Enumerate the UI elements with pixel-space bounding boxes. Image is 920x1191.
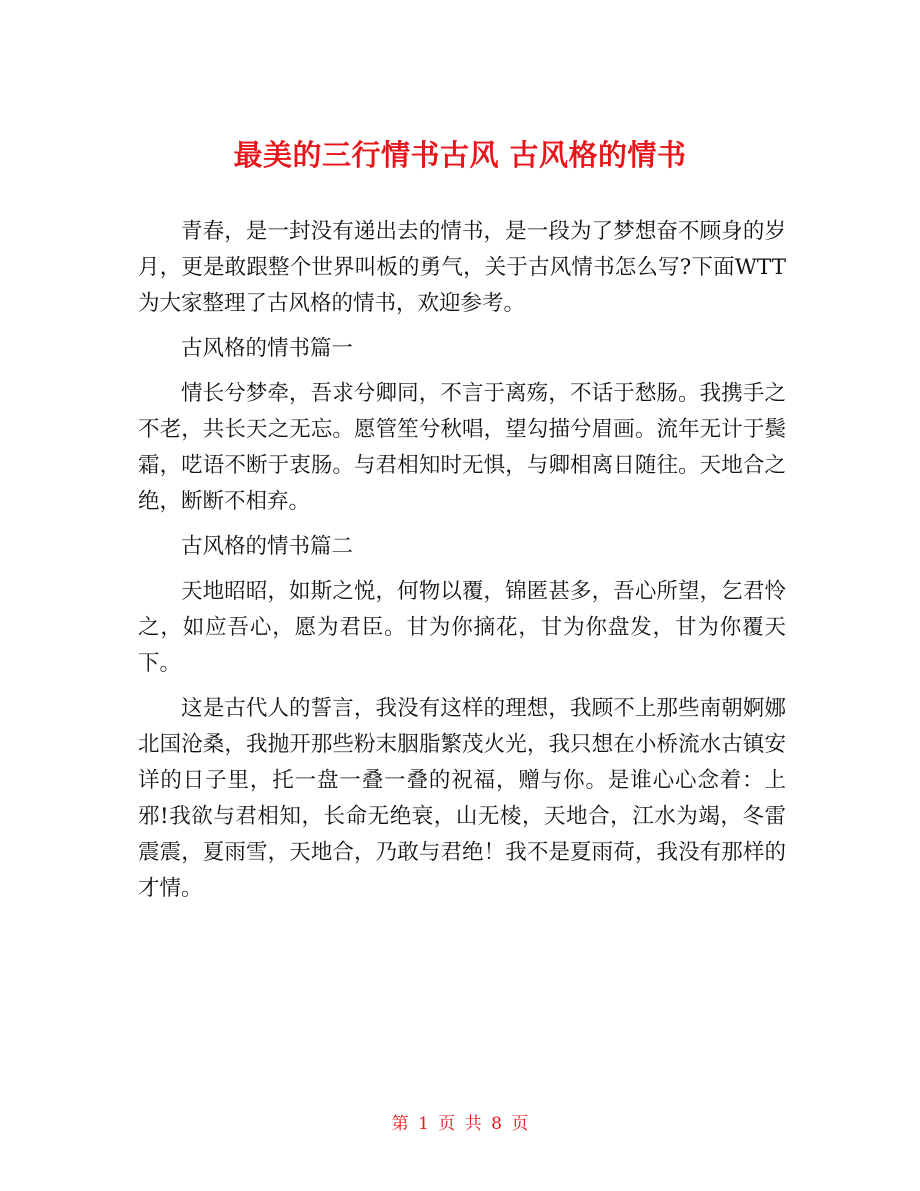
love-letter-two: 天地昭昭，如斯之悦，何物以覆，锦匿甚多，吾心所望，乞君怜之，如应吾心，愿为君臣。甘为你摘花，甘为你盘发，甘为你覆天下。 xyxy=(138,579,786,676)
love-letter-one: 情长兮梦牵，吾求兮卿同，不言于离殇，不话于愁肠。我携手之不老，共长天之无忘。愿管笙兮秋唱，望勾描兮眉画。流年无计于鬓霜，呓语不断于衷肠。与君相知时无惧，与卿相离日随往。天地合之绝，断断不相弃。 xyxy=(138,381,786,514)
closing-paragraph: 这是古代人的誓言，我没有这样的理想，我顾不上那些南朝婀娜北国沧桑，我抛开那些粉末胭脂繁茂火光，我只想在小桥流水古镇安详的日子里，托一盘一叠一叠的祝福，赠与你。是谁心心念着：上邪!我欲与君相知，长命无绝衰，山无棱，天地合，江水为竭，冬雷震震，夏雨雪，天地合，乃敢与君绝！我不是夏雨荷，我没有那样的才情。 xyxy=(138,696,786,901)
document-body xyxy=(138,214,786,916)
page-number-footer: 第 1 页 共 8 页 xyxy=(391,1114,529,1134)
document-title: 最美的三行情书古风 古风格的情书 xyxy=(233,138,687,173)
section-heading-two: 古风格的情书篇二 xyxy=(181,534,354,559)
intro-paragraph: 青春，是一封没有递出去的情书，是一段为了梦想奋不顾身的岁月，更是敢跟整个世界叫板的勇气，关于古风情书怎么写?下面WTT为大家整理了古风格的情书，欢迎参考。 xyxy=(138,219,786,316)
section-heading-one: 古风格的情书篇一 xyxy=(181,336,354,361)
